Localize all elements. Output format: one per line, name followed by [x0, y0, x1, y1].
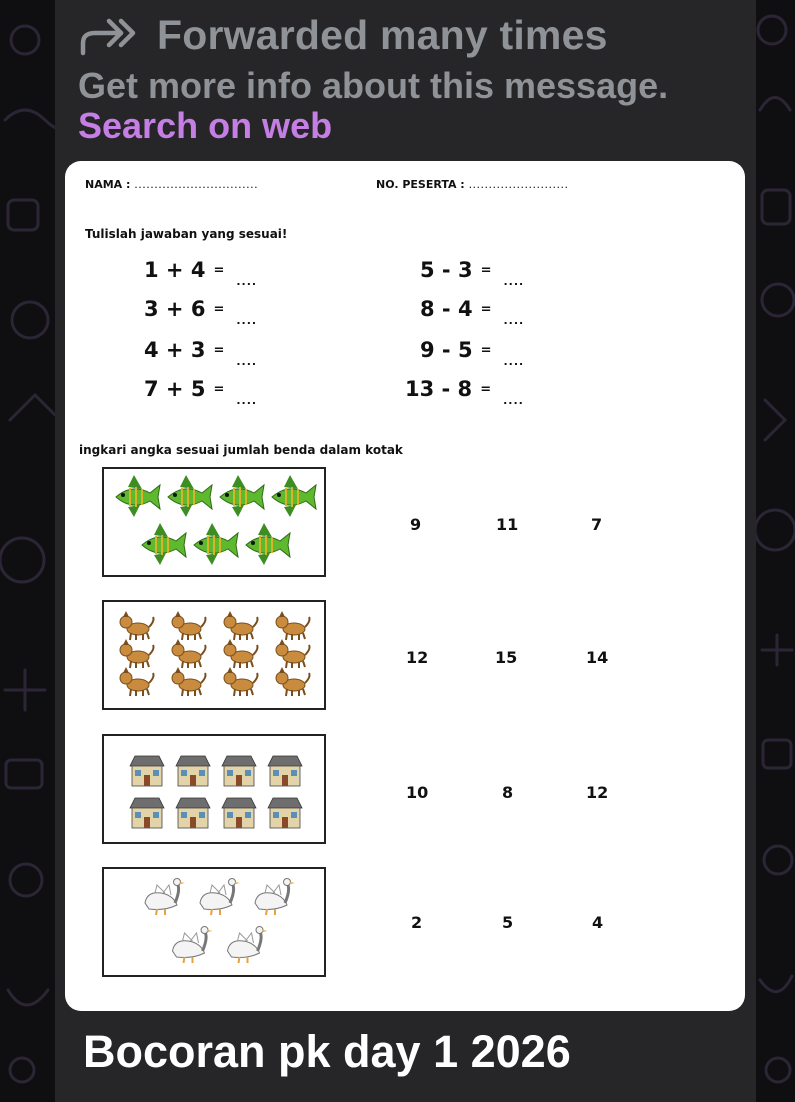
dog-picture: [172, 639, 206, 668]
name-field: [85, 178, 258, 191]
forwarded-header: [79, 10, 608, 60]
answer-blank: ....: [236, 355, 258, 368]
option-number: 4: [592, 913, 604, 932]
equation-row: [420, 297, 524, 327]
equals-sign: =: [480, 263, 492, 278]
equation-expression: 5 - 3: [420, 258, 473, 282]
message-caption: Bocoran pk day 1 2026: [83, 1026, 571, 1077]
house-picture: [268, 798, 302, 828]
participant-field: [376, 178, 568, 191]
dog-picture: [120, 667, 154, 696]
equation-expression: 4 + 3: [144, 338, 206, 362]
equals-sign: =: [480, 302, 492, 317]
answer-blank: ....: [503, 314, 525, 327]
equation-row: [144, 297, 257, 327]
answer-blank: ....: [236, 314, 258, 327]
dog-picture: [172, 667, 206, 696]
fish-picture: [142, 523, 186, 565]
participant-dots: .........................: [468, 178, 569, 191]
house-picture: [130, 756, 164, 786]
dog-picture: [120, 639, 154, 668]
house-picture: [130, 798, 164, 828]
equation-row: [144, 338, 257, 368]
counting-box-houses: [102, 734, 326, 844]
option-number: 2: [411, 913, 423, 932]
fish-picture: [168, 475, 212, 517]
house-picture: [222, 798, 256, 828]
equation-row: [420, 338, 524, 368]
counting-box-fish: [102, 467, 326, 577]
fish-picture: [220, 475, 264, 517]
dog-group: [104, 602, 328, 712]
dog-picture: [224, 667, 258, 696]
name-dots: ...............................: [134, 178, 259, 191]
message-bubble[interactable]: [55, 0, 756, 1102]
house-picture: [176, 798, 210, 828]
fish-picture: [246, 523, 290, 565]
equation-expression: 13 - 8: [405, 377, 473, 401]
option-number: 10: [406, 783, 429, 802]
dog-picture: [276, 667, 310, 696]
option-number: 5: [502, 913, 514, 932]
option-number: 12: [586, 783, 609, 802]
dog-picture: [224, 611, 258, 640]
house-group: [104, 736, 328, 846]
forward-info-text: Get more info about this message.: [78, 65, 669, 106]
name-label: NAMA :: [85, 178, 131, 191]
counting-box-dogs: [102, 600, 326, 710]
goose-picture: [200, 879, 240, 916]
equals-sign: =: [213, 343, 225, 358]
equals-sign: =: [213, 382, 225, 397]
goose-picture: [145, 879, 185, 916]
fish-picture: [194, 523, 238, 565]
equation-row: [144, 377, 257, 407]
house-picture: [176, 756, 210, 786]
answer-blank: ....: [503, 394, 524, 407]
answer-blank: ....: [503, 275, 525, 288]
fish-picture: [116, 475, 160, 517]
forwarded-label: Forwarded many times: [157, 11, 608, 58]
search-on-web-link[interactable]: Search on web: [78, 105, 333, 146]
answer-blank: ....: [236, 394, 258, 407]
answer-blank: ....: [236, 275, 258, 288]
goose-group: [104, 869, 328, 979]
instruction-write: Tulislah jawaban yang sesuai!: [85, 227, 288, 241]
answer-blank: ....: [503, 355, 525, 368]
house-picture: [222, 756, 256, 786]
equation-expression: 8 - 4: [420, 297, 473, 321]
option-number: 15: [495, 648, 518, 667]
option-number: 9: [410, 515, 422, 534]
goose-picture: [228, 927, 268, 964]
equation-expression: 7 + 5: [144, 377, 206, 401]
equals-sign: =: [480, 343, 492, 358]
dog-picture: [276, 611, 310, 640]
double-forward-arrow-icon: [79, 13, 139, 57]
counting-box-geese: [102, 867, 326, 977]
dog-picture: [172, 611, 206, 640]
option-number: 11: [496, 515, 519, 534]
participant-label: NO. PESERTA :: [376, 178, 465, 191]
option-number: 7: [591, 515, 603, 534]
fish-picture: [272, 475, 316, 517]
equation-expression: 9 - 5: [420, 338, 473, 362]
equals-sign: =: [213, 263, 225, 278]
instruction-circle: ingkari angka sesuai jumlah benda dalam kotak: [79, 443, 403, 457]
dog-picture: [120, 611, 154, 640]
equation-expression: 1 + 4: [144, 258, 206, 282]
equation-expression: 3 + 6: [144, 297, 206, 321]
option-number: 12: [406, 648, 429, 667]
option-number: 8: [502, 783, 514, 802]
dog-picture: [276, 639, 310, 668]
equals-sign: =: [213, 302, 225, 317]
equation-row: [420, 258, 524, 288]
house-picture: [268, 756, 302, 786]
equals-sign: =: [480, 382, 492, 397]
fish-group: [104, 469, 328, 579]
equation-row: [405, 377, 524, 407]
forward-info: [78, 66, 728, 146]
worksheet-image[interactable]: [65, 161, 745, 1011]
goose-picture: [255, 879, 295, 916]
dog-picture: [224, 639, 258, 668]
option-number: 14: [586, 648, 609, 667]
equation-row: [144, 258, 257, 288]
goose-picture: [173, 927, 213, 964]
